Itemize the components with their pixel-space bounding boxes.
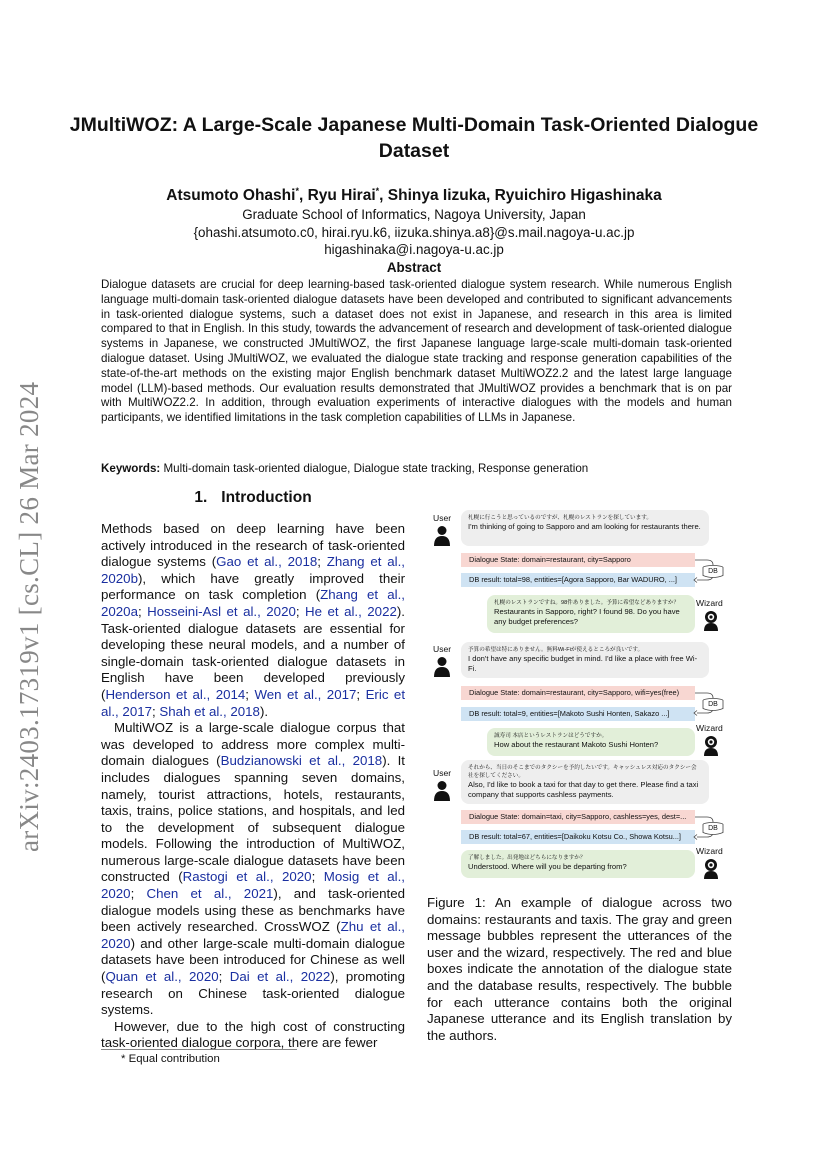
citation-link[interactable]: Wen et al., 2017	[254, 686, 357, 702]
citation-link[interactable]: Shah et al., 2018	[159, 703, 260, 719]
citation-link[interactable]: Dai et al., 2022	[229, 969, 331, 985]
equal-contribution-mark: *	[295, 186, 299, 196]
database-label: DB	[708, 701, 718, 708]
citation-link[interactable]: Chen et al., 2021	[146, 886, 274, 902]
wizard-icon	[702, 735, 720, 757]
wizard-utterance-bubble	[461, 850, 695, 878]
utterance-english: I'm thinking of going to Sapporo and am looking for restaurants there.	[468, 522, 701, 531]
body-text: MultiWOZ is a large-scale dialogue corpus that was developed to address more complex multi-domain dialogues (	[101, 720, 405, 769]
body-text: ;	[311, 869, 324, 885]
paper-title: JMultiWOZ: A Large-Scale Japanese Multi-Domain Task-Oriented Dialogue Dataset	[69, 114, 759, 162]
utterance-japanese: 了解しました。出発地はどちらになりますか？	[468, 855, 586, 861]
body-text: ;	[218, 969, 230, 985]
citation-link[interactable]: Zhang et al., 2020a	[101, 587, 405, 619]
utterance-english: I don't have any specific budget in mind. I'd like a place with free Wi-Fi.	[468, 654, 698, 674]
citation-link[interactable]: Gao et al., 2018	[216, 554, 318, 570]
body-text: ), promoting research on Chinese task-oriented dialogue systems.	[101, 969, 405, 1018]
abstract-heading: Abstract	[386, 260, 442, 275]
dialogue-state-box: Dialogue State: domain=restaurant, city=Sapporo, wifi=yes(free)	[461, 686, 695, 700]
footnote-rule	[101, 1049, 297, 1050]
section-number: 1.	[194, 489, 208, 506]
user-icon	[433, 656, 451, 678]
body-text: ) and other large-scale multi-domain dialogue datasets have been introduced for Chinese as well (	[101, 935, 405, 985]
body-text: ;	[130, 886, 147, 902]
author-separator: ,	[485, 187, 495, 205]
database-label: DB	[708, 568, 718, 575]
body-text: However, due to the high cost of constructing task-oriented dialogue corpora, there are fewer	[101, 1018, 405, 1051]
utterance-japanese: 予算の希望は特にありません。無料Wi-Fiが使えるところが良いです。	[468, 647, 644, 653]
intro-paragraph	[101, 521, 405, 720]
author-list	[0, 186, 828, 205]
wizard-label: Wizard	[696, 846, 723, 856]
citation-link[interactable]: He et al., 2022	[305, 603, 397, 619]
user-utterance-bubble	[461, 760, 709, 804]
body-text: ). Task-oriented dialogue datasets are essential for developing these neural models, and a number of single-domain task-oriented dialogue datasets in English have been developed previously (	[101, 603, 405, 702]
dialogue-state-box: Dialogue State: domain=restaurant, city=Sapporo	[461, 553, 695, 567]
body-text: ), which have greatly improved their performance on task completion (	[101, 570, 405, 603]
footnote: * Equal contribution	[121, 1053, 220, 1065]
db-result-box: DB result: total=98, entities=[Agora Sapporo, Bar WADURO, ...]	[461, 573, 695, 587]
citation-link[interactable]: Zhang et al., 2020b	[101, 554, 406, 586]
db-result-box: DB result: total=9, entities=[Makoto Sushi Honten, Sakazo ...]	[461, 707, 695, 721]
citation-link[interactable]: Eric et al., 2017	[101, 686, 406, 719]
citation-link[interactable]: Budzianowski et al., 2018	[220, 753, 383, 769]
body-text: ).	[259, 703, 269, 719]
utterance-japanese: それから、当日のそこまでのタクシーを予約したいです。キャッシュレス対応のタクシー会社を探してください。	[468, 765, 697, 779]
author-separator: ,	[298, 187, 308, 205]
body-text: ;	[295, 603, 306, 619]
body-text: ;	[317, 554, 327, 570]
citation-link[interactable]: Hosseini-Asl et al., 2020	[147, 603, 296, 619]
affiliation: Graduate School of Informatics, Nagoya University, Japan	[242, 207, 586, 222]
body-text: ). It includes dialogues spanning seven domains, namely, tourist attractions, hotels, restaurants, taxis, trains, police stations, and hospitals, and led to the development of subsequent dialogue models. Following the introduction of MultiWOZ, numerous large-scale dialogue datasets have been constructed (	[101, 753, 405, 885]
citation-link[interactable]: Zhu et al., 2020	[101, 919, 405, 951]
citation-link[interactable]: Mosig et al., 2020	[101, 869, 405, 902]
user-label: User	[433, 768, 452, 778]
wizard-label: Wizard	[696, 723, 723, 733]
user-icon	[433, 780, 451, 802]
intro-paragraph	[101, 720, 405, 1019]
utterance-japanese: 札幌のレストランですね。98件ありました。予算に希望などありますか？	[494, 600, 680, 606]
user-utterance-bubble	[461, 510, 709, 546]
wizard-label: Wizard	[696, 598, 723, 608]
utterance-english: Understood. Where will you be departing from?	[468, 862, 627, 871]
author-name: Shinya Iizuka	[387, 187, 486, 205]
wizard-utterance-bubble	[487, 728, 695, 756]
body-text: ;	[245, 686, 255, 702]
dialogue-state-box: Dialogue State: domain=taxi, city=Sapporo, cashless=yes, dest=...	[461, 810, 695, 824]
section-heading	[101, 489, 405, 507]
author-emails: {ohashi.atsumoto.c0, hirai.ryu.k6, iizuka.shinya.a8}@s.mail.nagoya-u.ac.jp	[193, 225, 635, 240]
author-separator: ,	[379, 187, 388, 205]
keywords-text: Multi-domain task-oriented dialogue, Dialogue state tracking, Response generation	[163, 462, 589, 475]
user-icon	[433, 525, 451, 547]
utterance-english: Restaurants in Sapporo, right? I found 98. Do you have any budget preferences?	[494, 607, 680, 627]
body-text: ;	[137, 603, 148, 619]
intro-paragraph	[101, 1019, 405, 1052]
author-name: Ryuichiro Higashinaka	[494, 187, 662, 205]
author-name: Atsumoto Ohashi	[166, 187, 296, 205]
abstract-text: Dialogue datasets are crucial for deep learning-based task-oriented dialogue system research. While numerous English language multi-domain task-oriented dialogue datasets have been developed and contributed to significant advancements in task-oriented dialogue systems, such a dataset does not exist in Japanese, and research in this area is limited compared to that in English. In this study, towards the advancement of research and development of task-oriented dialogue systems in Japanese, we constructed JMultiWOZ, the first Japanese language large-scale multi-domain task-oriented dialogue dataset. Using JMultiWOZ, we evaluated the dialogue state tracking and response generation capabilities of the state-of-the-art methods on the existing major English benchmark dataset MultiWOZ2.2 and the latest large language model (LLM)-based methods. Our evaluation results demonstrated that JMultiWOZ provides a benchmark that is on par with MultiWOZ2.2. In addition, through evaluation experiments of interactive dialogues with the models and human participants, we identified limitations in the task completion capabilities of LLMs in Japanese.	[101, 278, 732, 425]
utterance-english: How about the restaurant Makoto Sushi Honten?	[494, 740, 659, 749]
body-text: ), and task-oriented dialogue models using these as benchmarks have been actively researched. CrossWOZ (	[101, 886, 406, 935]
utterance-japanese: 誠寿司 本店というレストランはどうですか。	[494, 733, 608, 739]
utterance-english: Also, I'd like to book a taxi for that day to get there. Please find a taxi company that supports cashless payments.	[468, 780, 699, 800]
utterance-japanese: 札幌に行こうと思っているのですが、札幌のレストランを探しています。	[468, 515, 652, 521]
intro-body	[101, 521, 405, 1052]
wizard-icon	[702, 610, 720, 632]
database-label: DB	[708, 825, 718, 832]
figure-dialogue-example	[425, 506, 735, 886]
user-label: User	[433, 513, 452, 523]
wizard-utterance-bubble	[487, 595, 695, 633]
wizard-icon	[702, 858, 720, 880]
citation-link[interactable]: Quan et al., 2020	[105, 969, 219, 985]
keywords-label: Keywords:	[101, 462, 161, 475]
body-text: ;	[356, 686, 366, 702]
figure-caption: Figure 1: An example of dialogue across two domains: restaurants and taxis. The gray and green message bubbles represent the utterances of the user and the wizard, respectively. The red and blue boxes indicate the annotation of the dialogue state and the database results, respectively. The bubble for each utterance contains both the original Japanese utterance and its English translation by the authors.	[427, 895, 732, 1043]
user-utterance-bubble	[461, 642, 709, 678]
db-result-box: DB result: total=67, entities=[Daikoku Kotsu Co., Showa Kotsu...]	[461, 830, 695, 844]
body-text: ;	[152, 703, 160, 719]
section-title: Introduction	[221, 489, 312, 506]
citation-link[interactable]: Rastogi et al., 2020	[182, 869, 312, 885]
author-email-secondary: higashinaka@i.nagoya-u.ac.jp	[324, 242, 504, 257]
equal-contribution-mark: *	[375, 186, 380, 196]
arxiv-identifier[interactable]: arXiv:2403.17319v1 [cs.CL] 26 Mar 2024	[14, 381, 44, 852]
keywords	[101, 462, 741, 475]
user-label: User	[433, 644, 452, 654]
citation-link[interactable]: Henderson et al., 2014	[105, 686, 246, 702]
body-text: Methods based on deep learning have been actively introduced in the research of task-oriented dialogue systems (	[101, 521, 405, 570]
author-name: Ryu Hirai	[307, 187, 376, 205]
